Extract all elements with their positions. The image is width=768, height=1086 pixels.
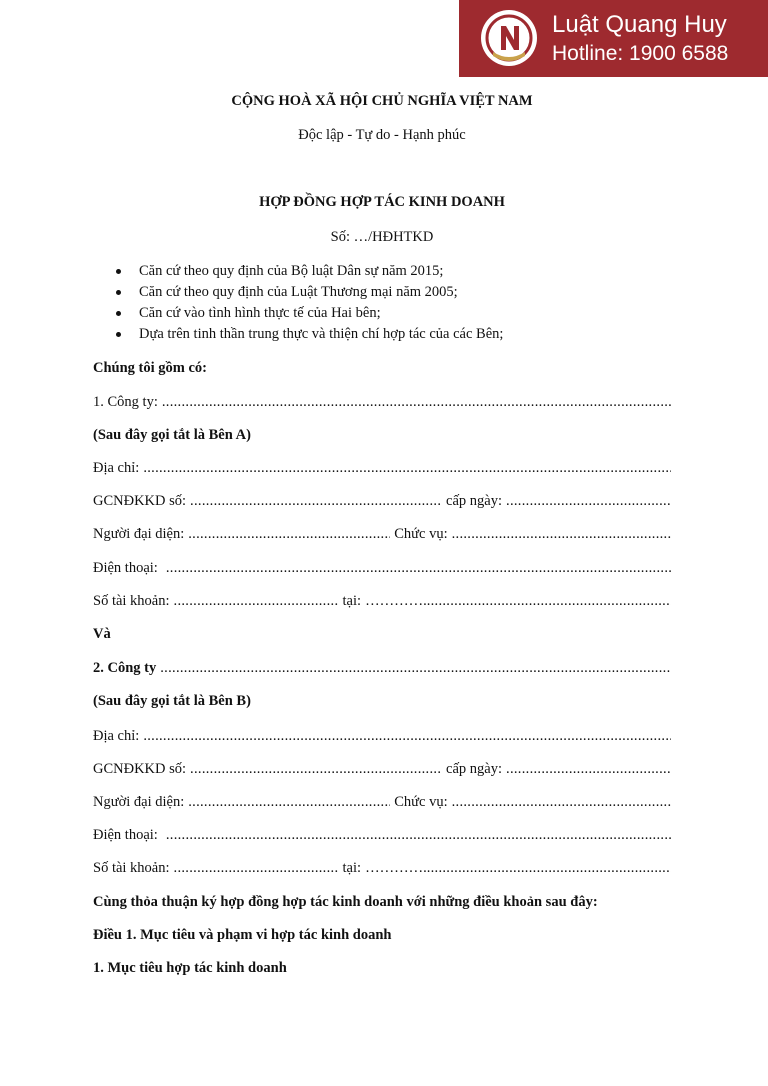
party-b-address-field[interactable]: Địa chỉ: .....: [93, 727, 671, 745]
party-b-account-field[interactable]: Số tài khoản: ..... tại: …………. .....: [93, 859, 671, 877]
contract-title: HỢP ĐỒNG HỢP TÁC KINH DOANH: [259, 194, 505, 210]
party-b-company-field[interactable]: 2. Công ty .....: [93, 659, 671, 677]
brand-hotline: [552, 42, 728, 66]
bullet-icon: [116, 290, 121, 295]
party-b-alias: (Sau đây gọi tắt là Bên B): [93, 693, 251, 709]
national-title: CỘNG HOÀ XÃ HỘI CHỦ NGHĨA VIỆT NAM: [231, 93, 533, 109]
bullet-icon: [116, 311, 121, 316]
national-motto: Độc lập - Tự do - Hạnh phúc: [298, 127, 466, 143]
party-a-representative-field[interactable]: Người đại diện: ..... Chức vụ: .....: [93, 525, 671, 543]
party-a-license-field[interactable]: GCNĐKKD số: ..... cấp ngày: .....: [93, 492, 671, 510]
party-b-representative-field[interactable]: Người đại diện: ..... Chức vụ: .....: [93, 793, 671, 811]
law-firm-logo-icon: [479, 8, 539, 68]
legal-bases-list: [93, 262, 503, 346]
party-b-license-field[interactable]: GCNĐKKD số: ..... cấp ngày: .....: [93, 760, 671, 778]
party-a-account-field[interactable]: Số tài khoản: ..... tại: …………. .....: [93, 592, 671, 610]
party-a-alias: (Sau đây gọi tắt là Bên A): [93, 427, 251, 443]
contract-number: Số: …/HĐHTKD: [330, 229, 434, 245]
legal-basis-item: Căn cứ theo quy định của Luật Thương mại năm 2005;: [93, 283, 503, 304]
legal-basis-item: Dựa trên tinh thần trung thực và thiện chí hợp tác của các Bên;: [93, 325, 503, 346]
agreement-statement: Cùng thỏa thuận ký hợp đồng hợp tác kinh doanh với những điều khoản sau đây:: [93, 894, 598, 910]
brand-name: Luật Quang Huy: [552, 11, 727, 38]
bullet-icon: [116, 332, 121, 337]
party-b-phone-field[interactable]: Điện thoại: .....: [93, 826, 671, 844]
brand-banner: [459, 0, 768, 77]
party-a-phone-field[interactable]: Điện thoại: .....: [93, 559, 671, 577]
legal-basis-item: Căn cứ theo quy định của Bộ luật Dân sự năm 2015;: [93, 262, 503, 283]
hotline-label: Hotline:: [552, 42, 624, 65]
parties-intro: Chúng tôi gồm có:: [93, 360, 207, 376]
bullet-icon: [116, 269, 121, 274]
article-1-section-1: 1. Mục tiêu hợp tác kinh doanh: [93, 960, 287, 976]
legal-basis-item: Căn cứ vào tình hình thực tế của Hai bên;: [93, 304, 503, 325]
hotline-number[interactable]: 1900 6588: [629, 42, 729, 65]
and-connector: Và: [93, 626, 111, 642]
article-1-title: Điều 1. Mục tiêu và phạm vi hợp tác kinh doanh: [93, 927, 392, 943]
party-a-address-field[interactable]: Địa chỉ: .....: [93, 459, 671, 477]
party-a-company-field[interactable]: 1. Công ty: .....: [93, 393, 671, 411]
